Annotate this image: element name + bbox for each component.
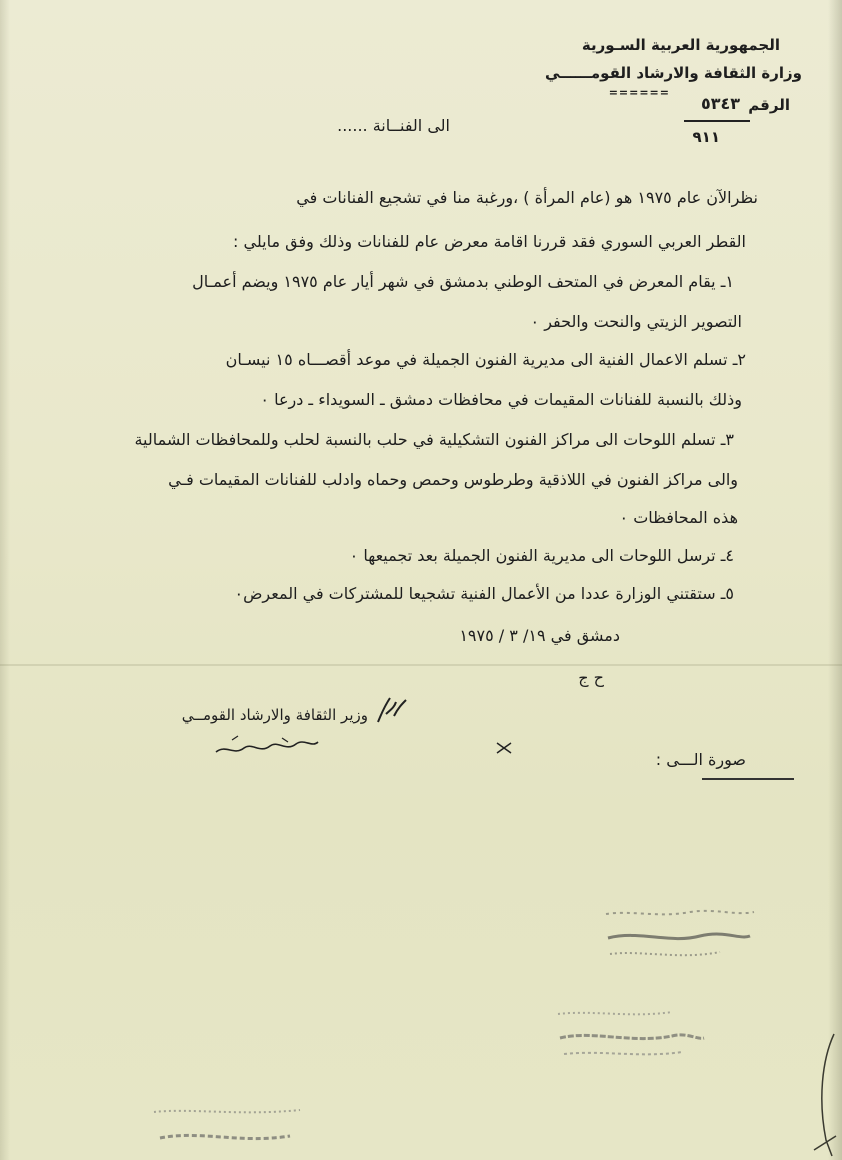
item-3-line-3: هذه المحافظات ٠ (619, 508, 738, 527)
item-1-line-2: التصوير الزيتي والنحت والحفر ٠ (530, 312, 742, 331)
header-ref-label: الرقم (748, 96, 790, 114)
signature-mark (372, 694, 412, 728)
cc-underline (702, 778, 794, 780)
paper-edge-left (0, 0, 10, 1160)
cross-mark (494, 740, 514, 756)
header-equals: ====== (608, 86, 670, 99)
header-republic: الجمهورية العربية السـورية (581, 36, 780, 54)
initials: ح ج (578, 668, 604, 687)
item-2-line-1: ٢ـ تسلم الاعمال الفنية الى مديرية الفنون الجميلة في موعد أقصـــاه ١٥ نيسـان (225, 350, 746, 369)
minister-signature (212, 734, 322, 760)
item-5-line-1: ٥ـ ستقتني الوزارة عددا من الأعمال الفنية تشجيعا للمشتركات في المعرض٠ (234, 584, 734, 603)
ref-underline (684, 120, 750, 122)
faint-stamp-top (600, 900, 760, 970)
paper-fold-line (0, 664, 842, 666)
paper-edge-right (828, 0, 842, 1160)
intro-line-2: القطر العربي السوري فقد قررنا اقامة معرض عام للفنانات وذلك وفق مايلي : (233, 232, 746, 251)
item-2-line-2: وذلك بالنسبة للفنانات المقيمات في محافظات دمشق ـ السويداء ـ درعا ٠ (260, 390, 742, 409)
item-4-line-1: ٤ـ ترسل اللوحات الى مديرية الفنون الجميلة بعد تجميعها ٠ (349, 546, 734, 565)
item-3-line-1: ٣ـ تسلم اللوحات الى مراكز الفنون التشكيلية في حلب بالنسبة لحلب وللمحافظات الشمالية (134, 430, 734, 449)
signatory-title: وزير الثقافة والارشاد القومــي (181, 706, 368, 724)
header-ref-number: ٥٣٤٣ (700, 94, 740, 113)
recipient-line: الى الفنــانة ...... (337, 116, 450, 135)
cc-label: صورة الـــى : (655, 750, 746, 769)
item-3-line-2: والى مراكز الفنون في اللاذقية وطرطوس وحمص وحماه وادلب للفنانات المقيمات فـي (168, 470, 738, 489)
intro-line-1: نظرالآن عام ١٩٧٥ هو (عام المرأة ) ،ورغبة منا في تشجيع الفنانات في (296, 188, 758, 207)
item-1-line-1: ١ـ يقام المعرض في المتحف الوطني بدمشق في شهر أيار عام ١٩٧٥ ويضم أعمـال (192, 272, 734, 291)
faint-stamp-bottom (552, 1004, 712, 1064)
header-ministry: وزارة الثقافة والارشاد القومــــــي (544, 64, 802, 82)
header-ref-secondary: ٩١١ (692, 128, 720, 146)
date-line: دمشق في ١٩/ ٣ / ١٩٧٥ (459, 626, 620, 645)
faint-stamp-footer (150, 1100, 330, 1156)
page-edge-tear (812, 1030, 840, 1160)
